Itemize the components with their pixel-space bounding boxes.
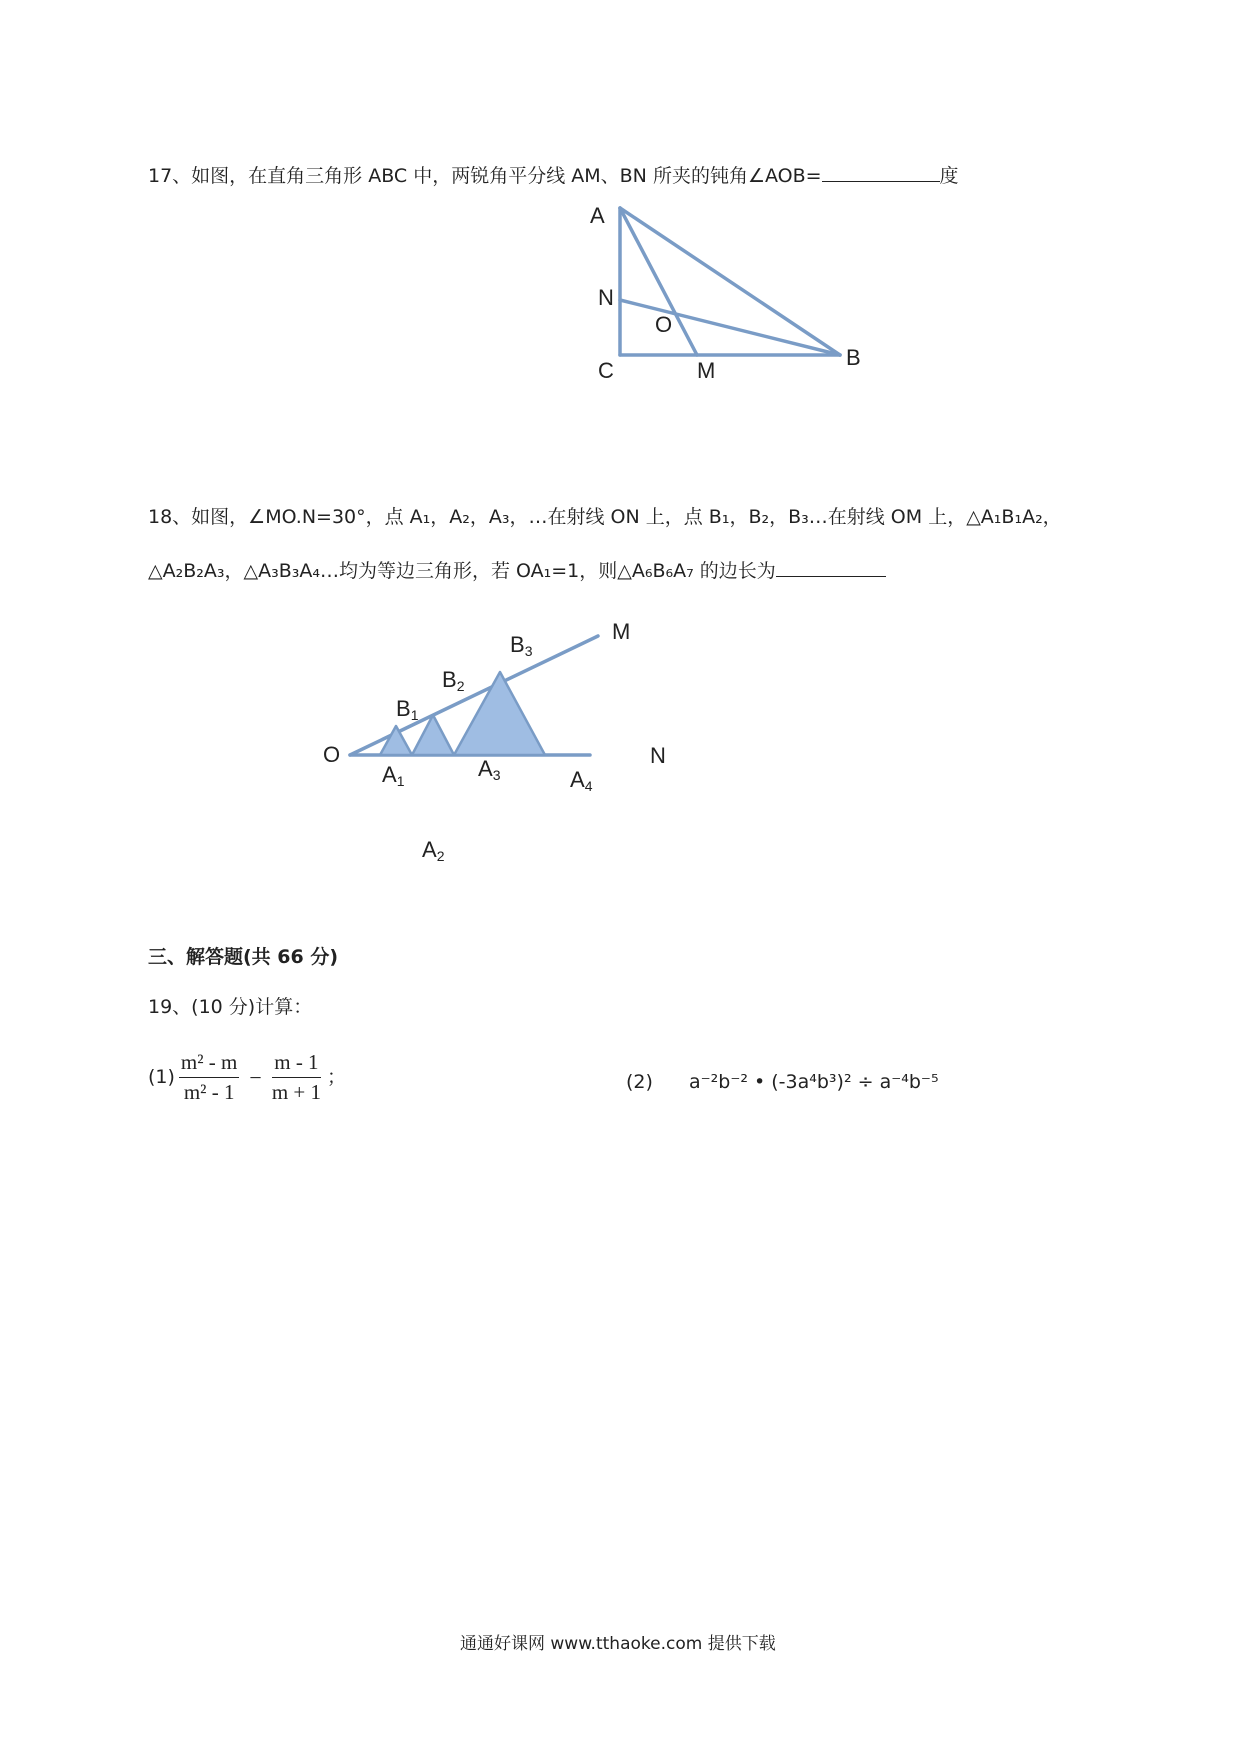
label-N: N xyxy=(598,285,614,310)
part1-end: ； xyxy=(327,1066,347,1088)
figure-equilateral-triangles xyxy=(320,615,700,875)
question-18-line1: 18、如图，∠MO.N=30°，点 A₁，A₂，A₃，…在射线 ON 上，点 B₁，B₂，B₃…在射线 OM 上，△A₁B₁A₂， xyxy=(148,506,1062,528)
segment-BN xyxy=(620,300,840,355)
triangle-A1B1A2 xyxy=(380,726,412,755)
label-B1: B1 xyxy=(396,696,419,723)
fraction-1-numerator: m² - m xyxy=(179,1050,239,1078)
footer-text: 通通好课网 www.tthaoke.com 提供下载 xyxy=(460,1634,776,1654)
label-A1: A1 xyxy=(382,762,405,789)
label-A3: A3 xyxy=(478,756,501,783)
question-17-text: 17、如图，在直角三角形 ABC 中，两锐角平分线 AM、BN 所夹的钝角∠AOB= xyxy=(148,165,822,187)
fraction-1 xyxy=(179,1050,239,1105)
part2-label: (2) xyxy=(626,1071,653,1093)
fraction-2-denominator: m + 1 xyxy=(271,1080,321,1104)
label-O: O xyxy=(655,312,673,337)
label-A2: A2 xyxy=(422,837,445,864)
part1-label: (1) xyxy=(148,1066,175,1088)
question-19-title: 19、(10 分)计算： xyxy=(148,996,313,1018)
minus-sign: − xyxy=(249,1064,262,1090)
answer-blank-17 xyxy=(822,163,940,182)
label-A4: A4 xyxy=(570,767,593,794)
answer-blank-18 xyxy=(776,558,886,577)
section-title: 三、解答题(共 66 分) xyxy=(148,946,339,968)
question-19-part2 xyxy=(626,1073,939,1092)
label-C: C xyxy=(598,358,614,383)
fraction-2 xyxy=(272,1050,321,1105)
question-19-part1 xyxy=(148,1050,346,1105)
label-N: N xyxy=(650,743,666,768)
part2-expression: a⁻²b⁻² • (-3a⁴b³)² ÷ a⁻⁴b⁻⁵ xyxy=(688,1071,939,1093)
label-B3: B3 xyxy=(510,632,533,659)
figure-right-triangle xyxy=(560,195,880,395)
question-17 xyxy=(148,163,959,186)
label-M: M xyxy=(612,619,631,644)
question-17-suffix: 度 xyxy=(939,165,959,187)
label-B: B xyxy=(846,345,861,370)
label-A: A xyxy=(590,203,605,228)
fraction-2-numerator: m - 1 xyxy=(272,1050,321,1078)
question-18-line2-text: △A₂B₂A₃，△A₃B₃A₄…均为等边三角形，若 OA₁=1，则△A₆B₆A₇ 的边长为 xyxy=(148,560,776,582)
fraction-1-denominator: m² - 1 xyxy=(183,1080,235,1104)
triangle-A3B3A4 xyxy=(454,672,545,755)
segment-AB xyxy=(620,208,840,355)
label-B2: B2 xyxy=(442,667,465,694)
label-O: O xyxy=(323,742,341,767)
question-18-line2 xyxy=(148,558,886,581)
label-M: M xyxy=(697,358,716,383)
